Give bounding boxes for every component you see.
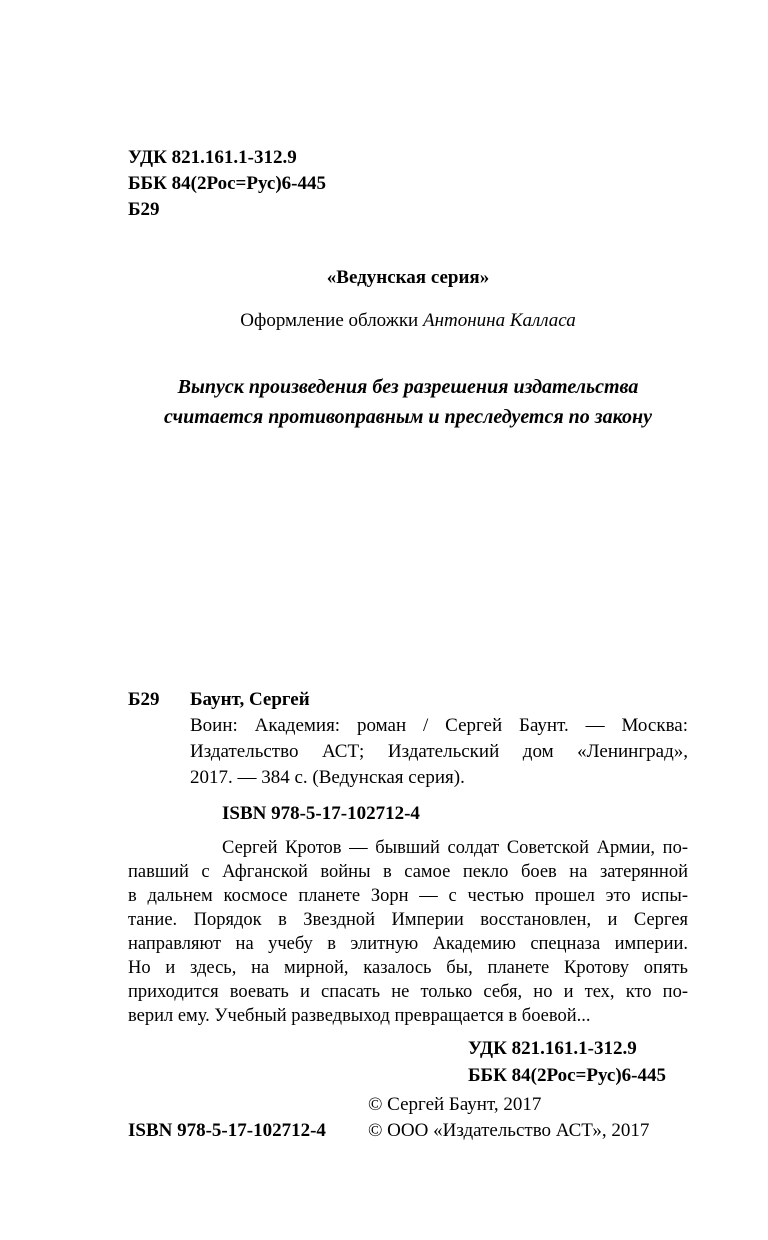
annotation-line: направляют на учебу в элитную Академию спецназа империи. [128,934,688,954]
copyright-author: © Сергей Баунт, 2017 [368,1094,542,1115]
isbn-bottom: ISBN 978-5-17-102712-4 [128,1120,326,1141]
cover-design-line [128,308,688,334]
top-codes-block [128,145,688,223]
copyright-warning [128,372,688,432]
annotation-line: Но и здесь, на мирной, казалось бы, планете Кротову опять [128,958,688,978]
catalog-entry [128,687,688,791]
catalog-code: Б29 [128,689,160,710]
bottom-codes-block [128,1035,688,1089]
biblio-line: 2017. — 384 с. (Ведунская серия). [190,767,465,788]
annotation-line: павший с Афганской войны в самое пекло боев на затерянной [128,862,688,882]
cover-design-label: Оформление обложки [240,310,423,331]
code-top: Б29 [128,199,160,220]
catalog-author: Баунт, Сергей [190,689,310,710]
copyright-publisher: © ООО «Издательство АСТ», 2017 [368,1120,650,1141]
isbn-catalog: ISBN 978-5-17-102712-4 [222,803,420,824]
cover-designer-name: Антонина Калласа [422,310,576,331]
catalog-first-line [128,687,688,713]
annotation-line: Сергей Кротов — бывший солдат Советской Армии, по- [222,838,688,858]
annotation-line: тание. Порядок в Звездной Империи восстановлен, и Сергея [128,910,688,930]
copyright-warning-line2: считается противоправным и преследуется по закону [164,406,652,428]
bbk-bottom: ББК 84(2Рос=Рус)6-445 [468,1065,666,1086]
biblio-line: Издательство АСТ; Издательский дом «Ленинград», [190,741,688,762]
copyright-warning-line1: Выпуск произведения без разрешения издательства [177,376,639,398]
biblio-line: Воин: Академия: роман / Сергей Баунт. — Москва: [190,715,688,736]
bottom-line [128,1118,688,1144]
annotation-line: в дальнем космосе планете Зорн — с честью прошел это испы- [128,886,688,906]
bbk-top: ББК 84(2Рос=Рус)6-445 [128,173,326,194]
series-title: «Ведунская серия» [326,267,490,288]
annotation [128,836,688,1028]
udk-top: УДК 821.161.1-312.9 [128,147,297,168]
annotation-line: приходится воевать и спасать не только себя, но и тех, кто по- [128,982,688,1002]
udk-bottom: УДК 821.161.1-312.9 [468,1038,637,1059]
annotation-line: верил ему. Учебный разведвыход превращается в боевой... [128,1006,591,1026]
